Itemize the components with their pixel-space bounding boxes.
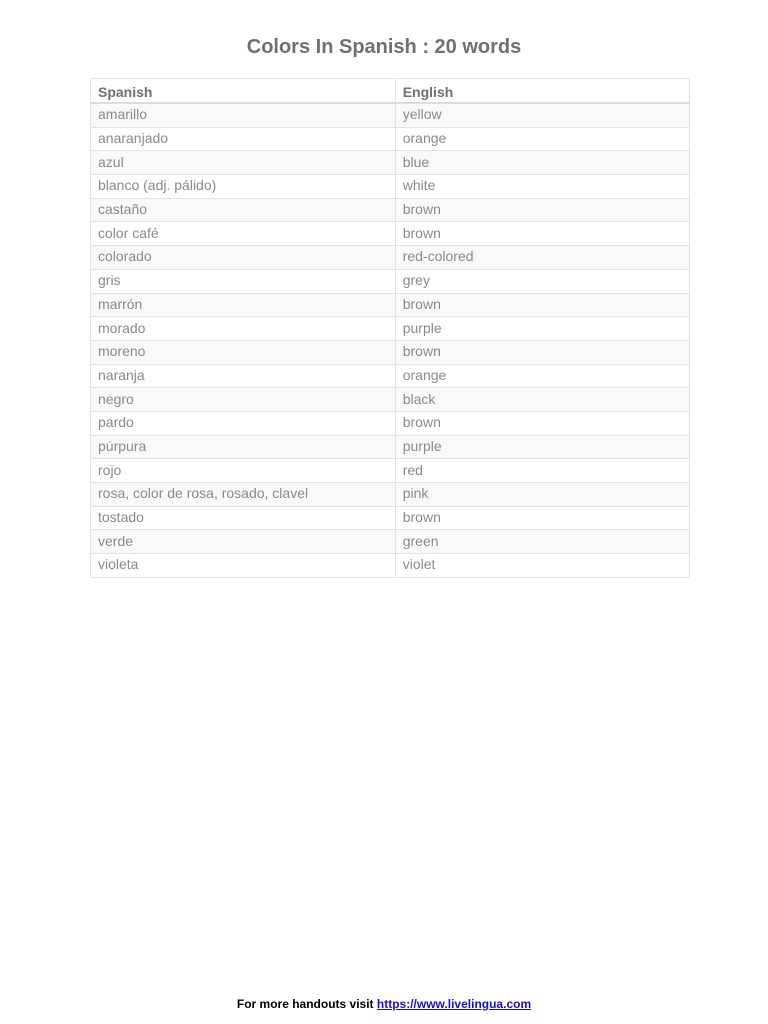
spanish-word: naranja: [91, 364, 396, 388]
english-word: green: [395, 530, 689, 554]
table-row: [91, 340, 690, 364]
english-word: brown: [395, 198, 689, 222]
column-header-spanish: Spanish: [91, 79, 396, 104]
spanish-word: moreno: [91, 340, 396, 364]
table-row: [91, 151, 690, 175]
spanish-word: rosa, color de rosa, rosado, clavel: [91, 483, 396, 507]
english-word: pink: [395, 483, 689, 507]
spanish-word: anaranjado: [91, 127, 396, 151]
footer-link[interactable]: https://www.livelingua.com: [376, 997, 532, 1011]
english-word: brown: [395, 340, 689, 364]
table-body: [91, 103, 690, 577]
column-header-english: English: [395, 79, 689, 104]
spanish-word: azul: [91, 151, 396, 175]
spanish-word: blanco (adj. pálido): [91, 175, 396, 199]
spanish-word: color café: [91, 222, 396, 246]
english-word: brown: [395, 222, 689, 246]
english-word: purple: [395, 435, 689, 459]
page-title: Colors In Spanish : 20 words: [246, 36, 522, 58]
table-row: [91, 317, 690, 341]
spanish-word: negro: [91, 388, 396, 412]
table-row: [91, 293, 690, 317]
table-row: [91, 222, 690, 246]
spanish-word: pardo: [91, 411, 396, 435]
footer: [0, 996, 768, 1012]
table-row: [91, 364, 690, 388]
english-word: brown: [395, 293, 689, 317]
table-row: [91, 269, 690, 293]
spanish-word: morado: [91, 317, 396, 341]
english-word: brown: [395, 411, 689, 435]
english-word: purple: [395, 317, 689, 341]
spanish-word: castaño: [91, 198, 396, 222]
table-row: [91, 175, 690, 199]
spanish-word: gris: [91, 269, 396, 293]
english-word: orange: [395, 127, 689, 151]
english-word: white: [395, 175, 689, 199]
footer-text: For more handouts visit: [236, 997, 377, 1011]
spanish-word: rojo: [91, 459, 396, 483]
table-row: [91, 459, 690, 483]
english-word: grey: [395, 269, 689, 293]
table-row: [91, 127, 690, 151]
spanish-word: marrón: [91, 293, 396, 317]
table-row: [91, 506, 690, 530]
table-row: [91, 411, 690, 435]
table-row: [91, 435, 690, 459]
english-word: blue: [395, 151, 689, 175]
table-row: [91, 530, 690, 554]
table-row: [91, 554, 690, 578]
table-row: [91, 388, 690, 412]
english-word: black: [395, 388, 689, 412]
spanish-word: tostado: [91, 506, 396, 530]
spanish-word: amarillo: [91, 103, 396, 127]
english-word: red-colored: [395, 246, 689, 270]
spanish-word: verde: [91, 530, 396, 554]
table-row: [91, 483, 690, 507]
spanish-word: púrpura: [91, 435, 396, 459]
english-word: orange: [395, 364, 689, 388]
english-word: brown: [395, 506, 689, 530]
vocabulary-table: [90, 78, 690, 578]
spanish-word: violeta: [91, 554, 396, 578]
spanish-word: colorado: [91, 246, 396, 270]
table-header-row: [91, 79, 690, 104]
table-row: [91, 103, 690, 127]
english-word: yellow: [395, 103, 689, 127]
english-word: violet: [395, 554, 689, 578]
english-word: red: [395, 459, 689, 483]
table-row: [91, 246, 690, 270]
table-row: [91, 198, 690, 222]
